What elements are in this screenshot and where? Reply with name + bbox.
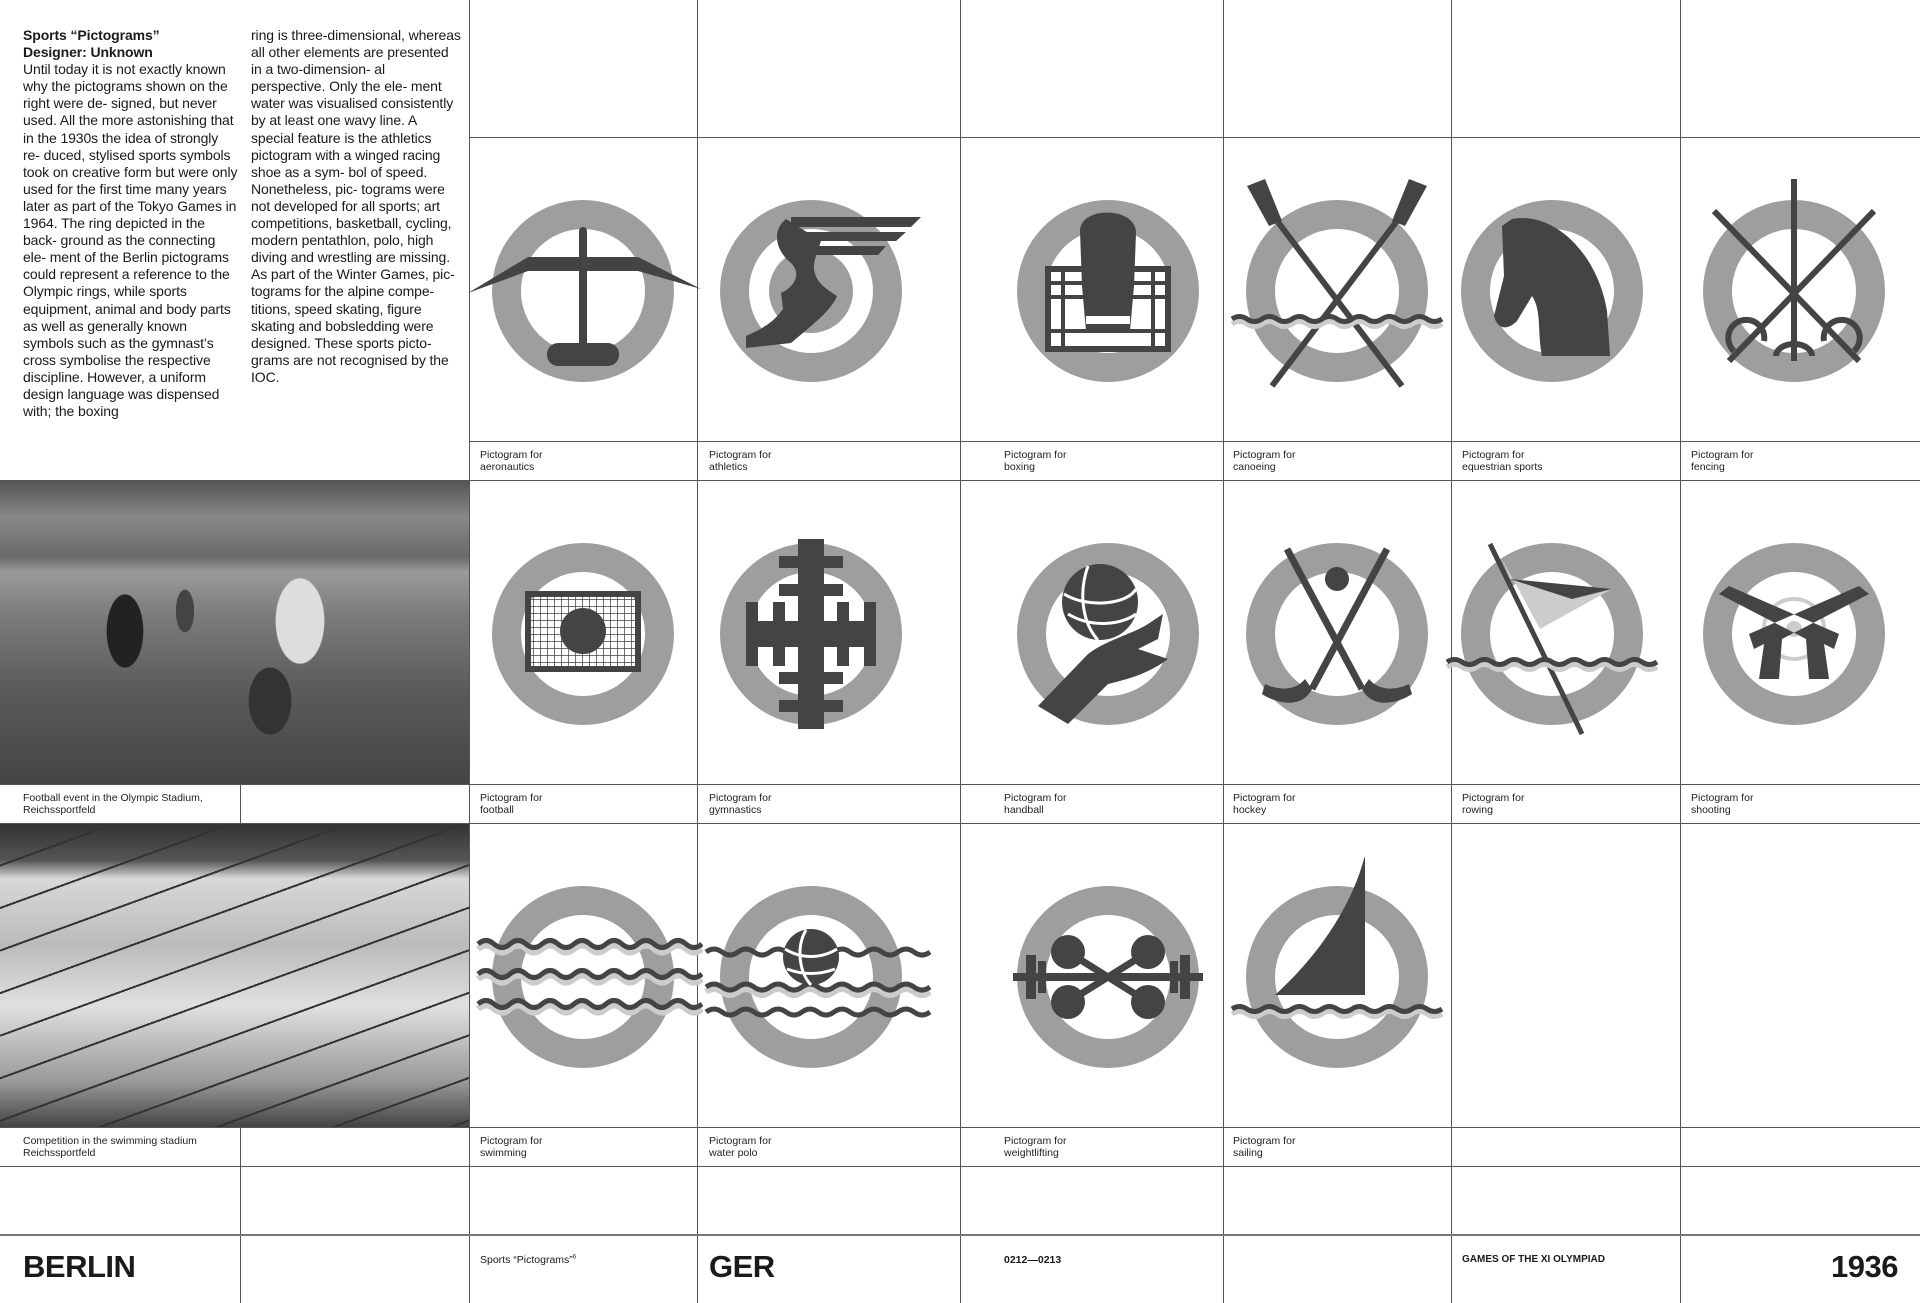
caption-sport: shooting xyxy=(1691,804,1731,816)
footer-games: GAMES OF THE XI OLYMPIAD xyxy=(1462,1254,1605,1265)
caption-label: Pictogram for xyxy=(1462,449,1525,461)
canoeing-pictogram-icon xyxy=(1217,171,1457,411)
footnote-mark: 6 xyxy=(572,1254,577,1261)
caption-label: Pictogram for xyxy=(1233,449,1296,461)
caption-label: Pictogram for xyxy=(1691,792,1754,804)
caption-sport: canoeing xyxy=(1233,461,1276,473)
article-column-1 xyxy=(23,27,238,420)
pictogram-caption xyxy=(1233,1135,1295,1159)
article-body-2: ring is three-dimensional, whereas all other elements are presented in a two-dimension- al perspective. Only the ele- ment water was visualised consistently by at least one wavy line. A special feature is the athletics pictogram with a winged racing shoe as a sym- bol of speed. Nonetheless, pic- tograms were not developed for all sports; art competitions, basketball, cycling, modern pentathlon, polo, high diving and wrestling are missing. As part of the Winter Games, pic- tograms for the alpine compe- titions, speed skating, figure skating and bobsledding were designed. These sports picto- grams are not recognised by the IOC. xyxy=(251,27,461,385)
caption-label: Pictogram for xyxy=(1462,792,1525,804)
equestrian-pictogram-icon xyxy=(1432,171,1672,411)
article-title: Sports “Pictograms” xyxy=(23,27,160,43)
football-pictogram-icon xyxy=(463,514,703,754)
weightlifting-pictogram-icon xyxy=(988,857,1228,1097)
handball-pictogram-icon xyxy=(988,514,1228,754)
rule xyxy=(0,1127,1920,1128)
caption-sport: swimming xyxy=(480,1147,527,1159)
rule xyxy=(0,1166,1920,1167)
pictogram-caption xyxy=(709,1135,771,1159)
caption-label: Pictogram for xyxy=(1691,449,1754,461)
pictogram-caption xyxy=(1691,449,1753,473)
pictogram-caption xyxy=(1691,792,1753,816)
rowing-pictogram-icon xyxy=(1432,514,1672,754)
pictogram-caption xyxy=(1233,449,1295,473)
caption-sport: gymnastics xyxy=(709,804,762,816)
swimming-photo xyxy=(0,824,469,1127)
footer-city: BERLIN xyxy=(23,1249,136,1284)
footer-country: GER xyxy=(709,1249,775,1284)
caption-label: Pictogram for xyxy=(480,1135,543,1147)
caption-sport: boxing xyxy=(1004,461,1035,473)
rule xyxy=(469,441,1920,442)
article-body-1: Until today it is not exactly known why the pictograms shown on the right were de- signed, but never used. All the more astonishing that in the 1930s the idea of strongly re- duced, stylised sports symbols took on creative form but were only used for the first time many years later as part of the Tokyo Games in 1964. The ring depicted in the back- ground as the connecting ele- ment of the Berlin pictograms could represent a reference to the Olympic rings, while sports equipment, animal and body parts as well as generally known symbols such as the gymnast’s cross symbolise the respective discipline. However, a uniform design language was dispensed with; the boxing xyxy=(23,61,238,420)
gymnastics-pictogram-icon xyxy=(691,514,931,754)
pictogram-caption xyxy=(1004,1135,1066,1159)
caption-sport: handball xyxy=(1004,804,1044,816)
caption-sport: water polo xyxy=(709,1147,758,1159)
footer-year: 1936 xyxy=(1831,1249,1898,1284)
caption-label: Pictogram for xyxy=(709,449,772,461)
pictogram-caption xyxy=(480,449,542,473)
pictogram-caption xyxy=(1004,792,1066,816)
caption-label: Pictogram for xyxy=(1233,1135,1296,1147)
caption-sport: fencing xyxy=(1691,461,1725,473)
pictogram-caption xyxy=(480,792,542,816)
pictogram-caption xyxy=(709,449,771,473)
caption-label: Pictogram for xyxy=(1004,792,1067,804)
footer-section: Sports “Pictograms”$^6$ xyxy=(480,1254,577,1266)
aeronautics-pictogram-icon xyxy=(463,171,703,411)
football-photo xyxy=(0,481,469,784)
rule xyxy=(469,137,1920,138)
pictogram-caption xyxy=(709,792,771,816)
caption-sport: weightlifting xyxy=(1004,1147,1059,1159)
caption-sport: sailing xyxy=(1233,1147,1263,1159)
rule xyxy=(0,784,1920,785)
pictogram-caption xyxy=(1462,449,1543,473)
hockey-pictogram-icon xyxy=(1217,514,1457,754)
article-column-2 xyxy=(251,27,461,386)
fencing-pictogram-icon xyxy=(1674,171,1914,411)
rule xyxy=(960,0,961,1303)
waterpolo-pictogram-icon xyxy=(691,857,931,1097)
caption-sport: aeronautics xyxy=(480,461,535,473)
athletics-pictogram-icon xyxy=(691,171,931,411)
caption-label: Pictogram for xyxy=(1004,449,1067,461)
article-designer: Designer: Unknown xyxy=(23,44,153,61)
swimming-pictogram-icon xyxy=(463,857,703,1097)
boxing-pictogram-icon xyxy=(988,171,1228,411)
pictogram-caption xyxy=(1233,792,1295,816)
caption-sport: equestrian sports xyxy=(1462,461,1543,473)
caption-label: Pictogram for xyxy=(480,792,543,804)
caption-sport: athletics xyxy=(709,461,748,473)
caption-label: Pictogram for xyxy=(709,1135,772,1147)
swimming-photo-caption: Competition in the swimming stadium Reichssportfeld xyxy=(23,1135,197,1159)
pictogram-caption xyxy=(480,1135,542,1159)
sailing-pictogram-icon xyxy=(1217,857,1457,1097)
caption-sport: rowing xyxy=(1462,804,1493,816)
caption-label: Pictogram for xyxy=(709,792,772,804)
caption-label: Pictogram for xyxy=(1004,1135,1067,1147)
caption-label: Pictogram for xyxy=(480,449,543,461)
football-photo-caption: Football event in the Olympic Stadium, Reichssportfeld xyxy=(23,792,203,816)
rule xyxy=(0,1234,1920,1236)
caption-sport: football xyxy=(480,804,514,816)
caption-label: Pictogram for xyxy=(1233,792,1296,804)
pictogram-caption xyxy=(1004,449,1066,473)
shooting-pictogram-icon xyxy=(1674,514,1914,754)
pictogram-caption xyxy=(1462,792,1524,816)
footer-pages: 0212—0213 xyxy=(1004,1254,1062,1266)
caption-sport: hockey xyxy=(1233,804,1267,816)
